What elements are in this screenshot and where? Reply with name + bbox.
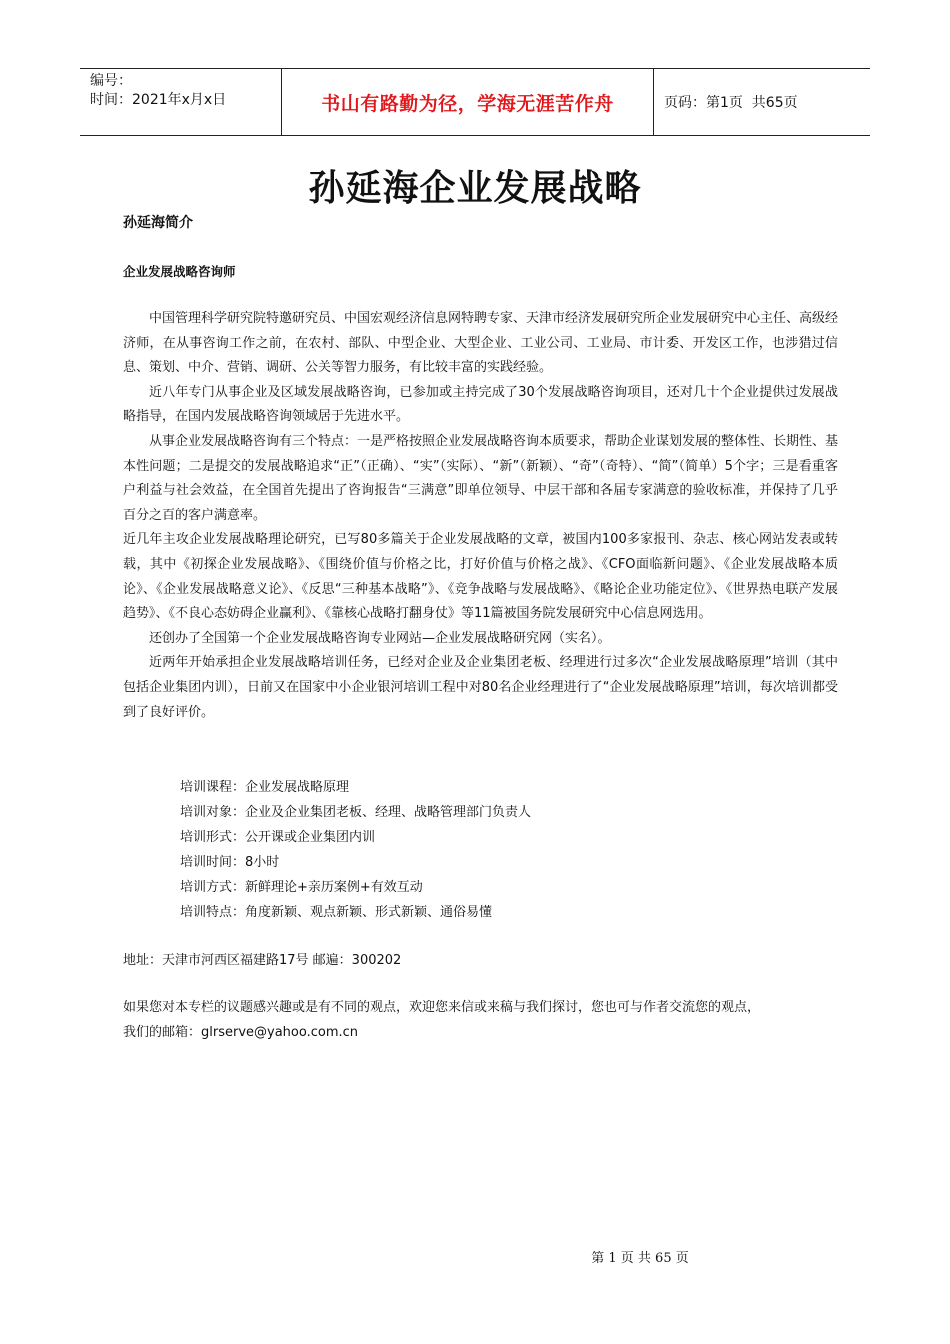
contact-address: 地址：天津市河西区福建路17号 邮遍：300202 — [123, 953, 402, 968]
page-footer: 第 1 页 共 65 页 — [591, 1251, 689, 1266]
paragraph: 还创办了全国第一个企业发展战略咨询专业网站—企业发展战略研究网（实名）。 — [149, 630, 611, 646]
training-item: 培训形式：公开课或企业集团内训 — [180, 830, 376, 845]
paragraph: 中国管理科学研究院特邀研究员、中国宏观经济信息网特聘专家、天津市经济发展研究所企业发展研究中心主任、高级经济师，在从事咨询工作之前，在农村、部队、中型企业、大型企业、工业公司、工业局、市计委、开发区工作，也涉猎过信息、策划、中介、营销、调研、公关等智力服务，有比较丰富的实践经验。 — [123, 311, 839, 376]
header-motto: 书山有路勤为径，学海无涯苦作舟 — [282, 69, 654, 135]
author-intro-heading: 孙延海简介 — [123, 215, 193, 231]
paragraph: 近几年主攻企业发展战略理论研究，已写80多篇关于企业发展战略的文章，被国内100多家报刊、杂志、核心网站发表或转载，其中《初探企业发展战略》、《围绕价值与价格之比，打好价值与价格之战》、《CFO面临新问题》、《企业发展战略本质论》、《企业发展战略意义论》、《反思“三种基本战略”》、《竞争战略与发展战略》、《略论企业功能定位》、《世界热电联产发展趋势》、《不良心态妨碍企业赢利》、《靠核心战略打翻身仗》等11篇被国务院发展研究中心信息网选用。 — [123, 532, 838, 622]
email-line: 我们的邮箱：glrserve@yahoo.com.cn — [123, 1024, 359, 1040]
closing-line: 如果您对本专栏的议题感兴趣或是有不同的观点，欢迎您来信或来稿与我们探讨，您也可与作者交流您的观点， — [123, 1000, 761, 1015]
number-label: 编号： — [90, 73, 132, 89]
paragraph: 从事企业发展战略咨询有三个特点：一是严格按照企业发展战略咨询本质要求，帮助企业谋划发展的整体性、长期性、基本性问题；二是提交的发展战略追求“正”（正确）、“实”（实际）、“新”（新颖）、“奇”（奇特）、“简”（简单）5个字；三是看重客户利益与社会效益，在全国首先提出了咨询报告“三满意”即单位领导、中层干部和各届专家满意的验收标准，并保持了几乎百分之百的客户满意率。 — [123, 433, 839, 523]
header-meta — [80, 69, 282, 135]
closing-note — [123, 996, 838, 1045]
training-item: 培训方式：新鲜理论+亲历案例+有效互动 — [180, 880, 423, 895]
training-item: 培训时间：8小时 — [180, 855, 280, 870]
author-role-heading: 企业发展战略咨询师 — [123, 264, 236, 279]
paragraph: 近八年专门从事企业及区域发展战略咨询，已参加或主持完成了30个发展战略咨询项目，还对几十个企业提供过发展战略指导，在国内发展战略咨询领域居于先进水平。 — [123, 384, 838, 425]
body-text — [123, 307, 838, 725]
document-title: 孙延海企业发展战略 — [308, 167, 642, 209]
paragraph: 近两年开始承担企业发展战略培训任务，已经对企业及企业集团老板、经理进行过多次“企业发展战略原理”培训（其中包括企业集团内训），日前又在国家中小企业银河培训工程中对80名企业经理进行了“企业发展战略原理”培训，每次培训都受到了良好评价。 — [123, 655, 838, 720]
training-list — [180, 775, 531, 925]
training-item: 培训特点：角度新颖、观点新颖、形式新颖、通俗易懂 — [180, 905, 493, 920]
time-label: 时间：2021年x月x日 — [90, 92, 227, 108]
header-page-info: 页码：第1页 共65页 — [664, 95, 798, 111]
document-header — [80, 68, 870, 136]
training-item: 培训对象：企业及企业集团老板、经理、战略管理部门负责人 — [180, 805, 532, 820]
training-item: 培训课程：企业发展战略原理 — [180, 780, 350, 795]
